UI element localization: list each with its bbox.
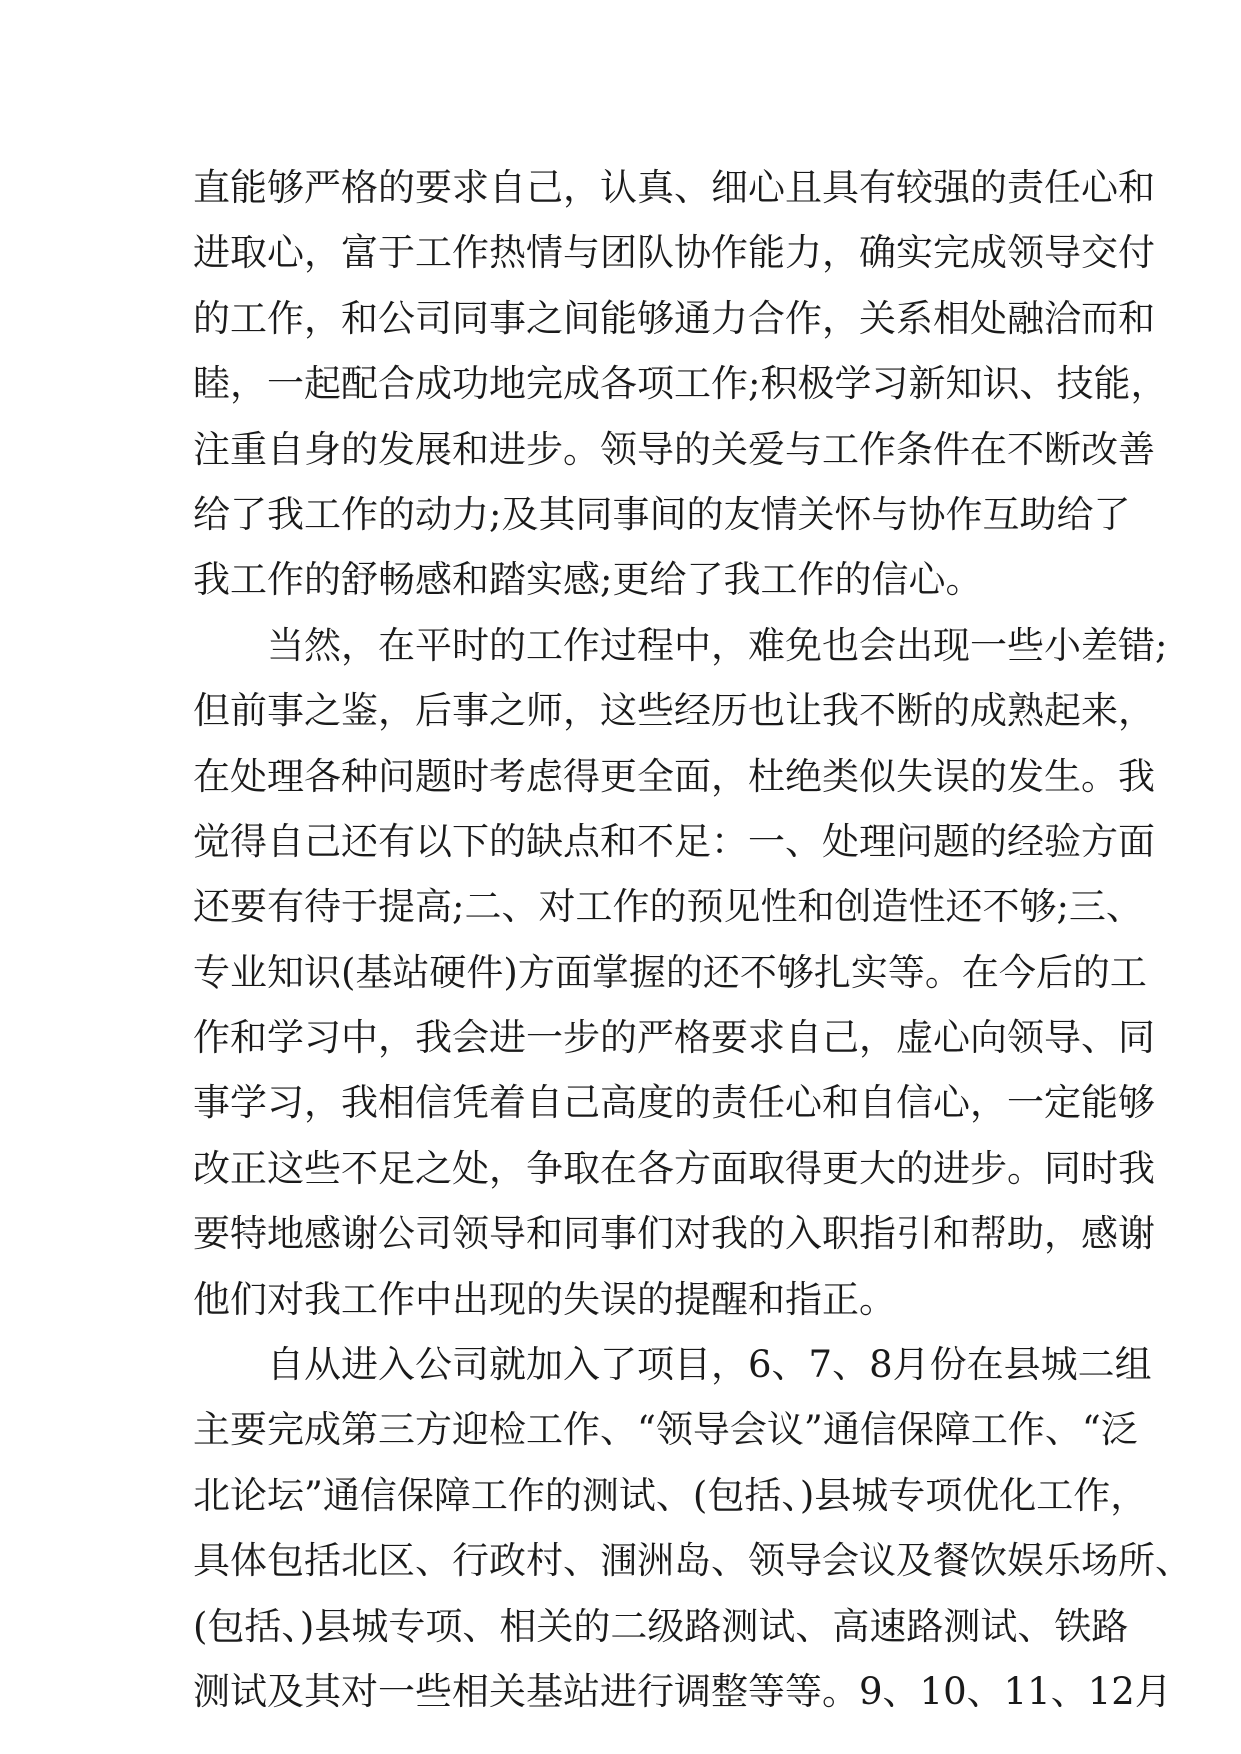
text-line: 改正这些不足之处，争取在各方面取得更大的进步。同时我 xyxy=(193,1146,1155,1190)
text-line: 事学习，我相信凭着自己高度的责任心和自信心，一定能够 xyxy=(193,1081,1155,1125)
text-line: 北论坛”通信保障工作的测试、(包括、)县城专项优化工作， xyxy=(193,1473,1148,1517)
text-line: 我工作的舒畅感和踏实感;更给了我工作的信心。 xyxy=(193,558,983,602)
paragraph-1 xyxy=(193,155,1168,613)
text-line: 作和学习中，我会进一步的严格要求自己，虚心向领导、同 xyxy=(193,1016,1155,1060)
text-line: 当然，在平时的工作过程中，难免也会出现一些小差错; xyxy=(267,623,1168,667)
text-line: 直能够严格的要求自己，认真、细心且具有较强的责任心和 xyxy=(193,166,1155,209)
text-line: 的工作，和公司同事之间能够通力合作，关系相处融洽而和 xyxy=(193,296,1155,340)
text-line: 但前事之鉴，后事之师，这些经历也让我不断的成熟起来， xyxy=(193,689,1155,733)
text-line: 在处理各种问题时考虑得更全面，杜绝类似失误的发生。我 xyxy=(193,754,1155,798)
document-body xyxy=(193,155,1192,1724)
text-line: 觉得自己还有以下的缺点和不足：一、处理问题的经验方面 xyxy=(193,819,1155,863)
paragraph-3 xyxy=(193,1332,1192,1724)
text-line: 具体包括北区、行政村、涠洲岛、领导会议及餐饮娱乐场所、 xyxy=(193,1539,1192,1583)
text-line: (包括、)县城专项、相关的二级路测试、高速路测试、铁路 xyxy=(193,1604,1129,1648)
text-line: 还要有待于提高;二、对工作的预见性和创造性还不够;三、 xyxy=(193,885,1143,929)
text-line: 测试及其对一些相关基站进行调整等等。9、10、11、12月 xyxy=(193,1669,1172,1713)
text-line: 进取心，富于工作热情与团队协作能力，确实完成领导交付 xyxy=(193,231,1155,275)
text-line: 睦，一起配合成功地完成各项工作;积极学习新知识、技能， xyxy=(193,362,1168,406)
text-line: 要特地感谢公司领导和同事们对我的入职指引和帮助，感谢 xyxy=(193,1212,1155,1256)
text-line: 他们对我工作中出现的失误的提醒和指正。 xyxy=(193,1277,896,1321)
text-line: 主要完成第三方迎检工作、“领导会议”通信保障工作、“泛 xyxy=(193,1408,1138,1452)
text-line: 注重自身的发展和进步。领导的关爱与工作条件在不断改善 xyxy=(193,427,1155,471)
paragraph-2 xyxy=(193,613,1168,1332)
text-line: 自从进入公司就加入了项目，6、7、8月份在县城二组 xyxy=(267,1343,1152,1387)
text-line: 专业知识(基站硬件)方面掌握的还不够扎实等。在今后的工 xyxy=(193,950,1147,994)
text-line: 给了我工作的动力;及其同事间的友情关怀与协作互助给了 xyxy=(193,492,1131,536)
